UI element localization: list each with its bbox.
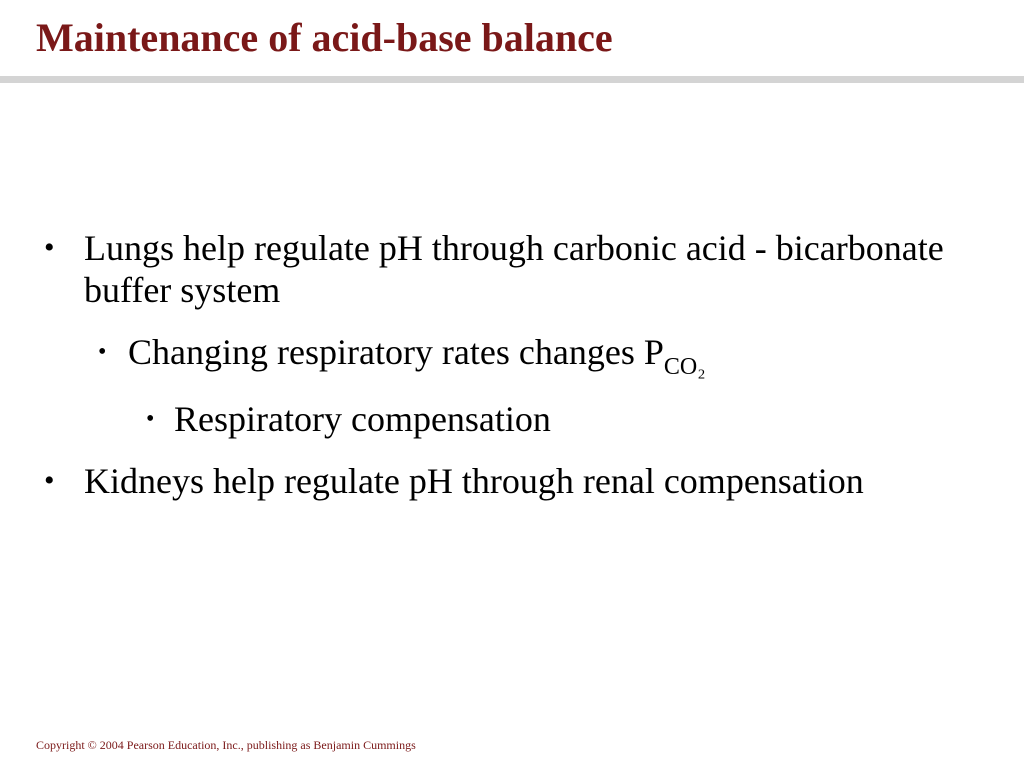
bullet-item-kidneys xyxy=(0,460,1024,502)
bullet-list xyxy=(0,227,1024,522)
title-divider xyxy=(0,76,1024,83)
subscript-co2: CO₂ xyxy=(663,354,706,380)
bullet-text: Respiratory compensation xyxy=(174,399,551,439)
bullet-icon: • xyxy=(44,464,55,497)
bullet-text: Lungs help regulate pH through carbonic acid - bicarbonate buffer system xyxy=(84,228,944,310)
bullet-item-respiratory-compensation xyxy=(0,398,1024,440)
slide-title: Maintenance of acid-base balance xyxy=(36,15,613,60)
copyright-footer: Copyright © 2004 Pearson Education, Inc., publishing as Benjamin Cummings xyxy=(36,738,416,752)
bullet-icon: • xyxy=(146,406,155,432)
bullet-item-respiratory-rates xyxy=(0,331,1024,378)
bullet-text: Kidneys help regulate pH through renal compensation xyxy=(84,461,864,501)
bullet-text: Changing respiratory rates changes P xyxy=(128,332,664,372)
bullet-item-lungs xyxy=(0,227,1024,311)
bullet-icon: • xyxy=(44,231,55,264)
bullet-icon: • xyxy=(98,339,107,365)
